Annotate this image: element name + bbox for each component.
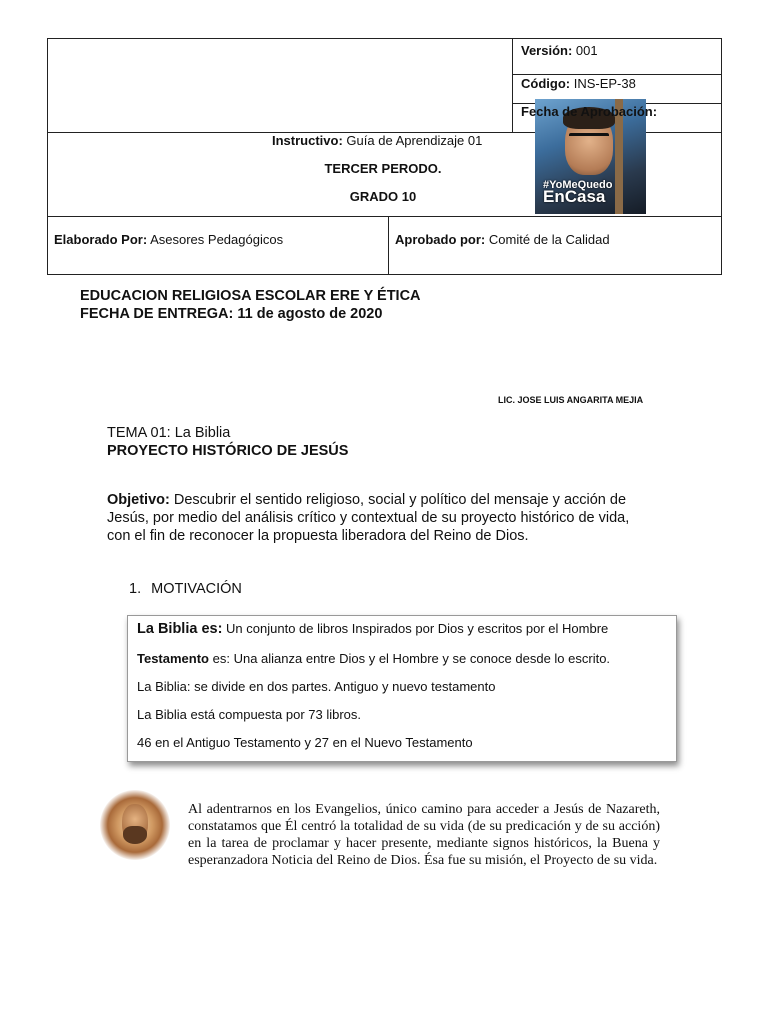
version-label: Versión: (521, 43, 573, 58)
box-row-2 (137, 651, 610, 666)
photo-hashtag-line2: EnCasa (543, 187, 606, 206)
code-cell (521, 76, 636, 91)
subject-line-1: EDUCACION RELIGIOSA ESCOLAR ERE Y ÉTICA (80, 288, 421, 304)
grade-cell (248, 189, 518, 204)
subject-line-2: FECHA DE ENTREGA: 11 de agosto de 2020 (80, 306, 383, 322)
approved-by-cell (395, 232, 610, 247)
prepared-by-cell (54, 232, 283, 247)
divider (48, 216, 722, 217)
glasses-shape (569, 133, 609, 144)
passage-paragraph: Al adentrarnos en los Evangelios, único camino para acceder a Jesús de Nazareth, constatamos que Él centró la totalidad de su vida (de su predicación y de su acción) en la tarea de proclamar y hacer presente, mediante signos históricos, la Buena y esperanzadora Noticia del Reino de Dios. Ésa fue su misión, el Proyecto de su vida. (188, 802, 660, 868)
section-title: MOTIVACIÓN (151, 581, 242, 597)
instructivo-cell (272, 133, 482, 148)
objective-line-1 (107, 491, 667, 509)
topic-value: La Biblia (174, 425, 231, 441)
objective-line-2: Jesús, por medio del análisis crítico y contextual de su proyecto histórico de vida, (107, 510, 630, 526)
box-row-1-label: La Biblia es: (137, 621, 223, 637)
topic-label: TEMA 01: (107, 425, 171, 441)
portrait-beard (123, 826, 147, 844)
photo-hashtag (543, 179, 612, 205)
topic-title: PROYECTO HISTÓRICO DE JESÚS (107, 443, 349, 459)
version-cell (521, 43, 598, 58)
version-value: 001 (575, 43, 598, 58)
box-row-2-label: Testamento (137, 651, 209, 666)
section-heading (129, 581, 242, 597)
bible-facts-box (127, 615, 677, 762)
box-row-1 (137, 621, 608, 637)
header-table (47, 38, 722, 275)
objective-line-3: con el fin de reconocer la propuesta liberadora del Reino de Dios. (107, 528, 529, 544)
objective-label: Objetivo: (107, 492, 170, 508)
box-row-3: La Biblia: se divide en dos partes. Antiguo y nuevo testamento (137, 679, 496, 694)
objective-text-1: Descubrir el sentido religioso, social y político del mensaje y acción de (173, 492, 627, 508)
approved-by-label: Aprobado por: (395, 232, 486, 247)
instructivo-label: Instructivo: (272, 133, 343, 148)
instructivo-value: Guía de Aprendizaje 01 (346, 133, 483, 148)
objective-paragraph (107, 491, 667, 545)
grade-text: GRADO 10 (349, 189, 417, 204)
box-row-2-value: es: Una alianza entre Dios y el Hombre y se conoce desde lo escrito. (212, 651, 611, 666)
teacher-name: LIC. JOSE LUIS ANGARITA MEJIA (498, 395, 644, 405)
prepared-by-value: Asesores Pedagógicos (150, 232, 284, 247)
box-row-1-value: Un conjunto de libros Inspirados por Dios y escritos por el Hombre (226, 621, 609, 636)
box-row-5: 46 en el Antiguo Testamento y 27 en el Nuevo Testamento (137, 735, 473, 750)
box-row-4: La Biblia está compuesta por 73 libros. (137, 707, 362, 722)
divider (512, 74, 722, 75)
approved-by-value: Comité de la Calidad (488, 232, 610, 247)
photo-hashtag-line1: #YoMeQuedo (543, 179, 613, 191)
code-value: INS-EP-38 (573, 76, 636, 91)
divider (512, 39, 513, 132)
prepared-by-label: Elaborado Por: (54, 232, 148, 247)
jesus-portrait (100, 790, 170, 860)
approval-date-label: Fecha de Aprobación: (521, 104, 658, 119)
period-cell (248, 161, 518, 176)
code-label: Código: (521, 76, 571, 91)
divider (388, 216, 389, 275)
period-text: TERCER PERODO. (324, 161, 442, 176)
section-number: 1. (129, 581, 142, 597)
topic-line (107, 425, 230, 441)
approval-date-cell (521, 104, 657, 119)
